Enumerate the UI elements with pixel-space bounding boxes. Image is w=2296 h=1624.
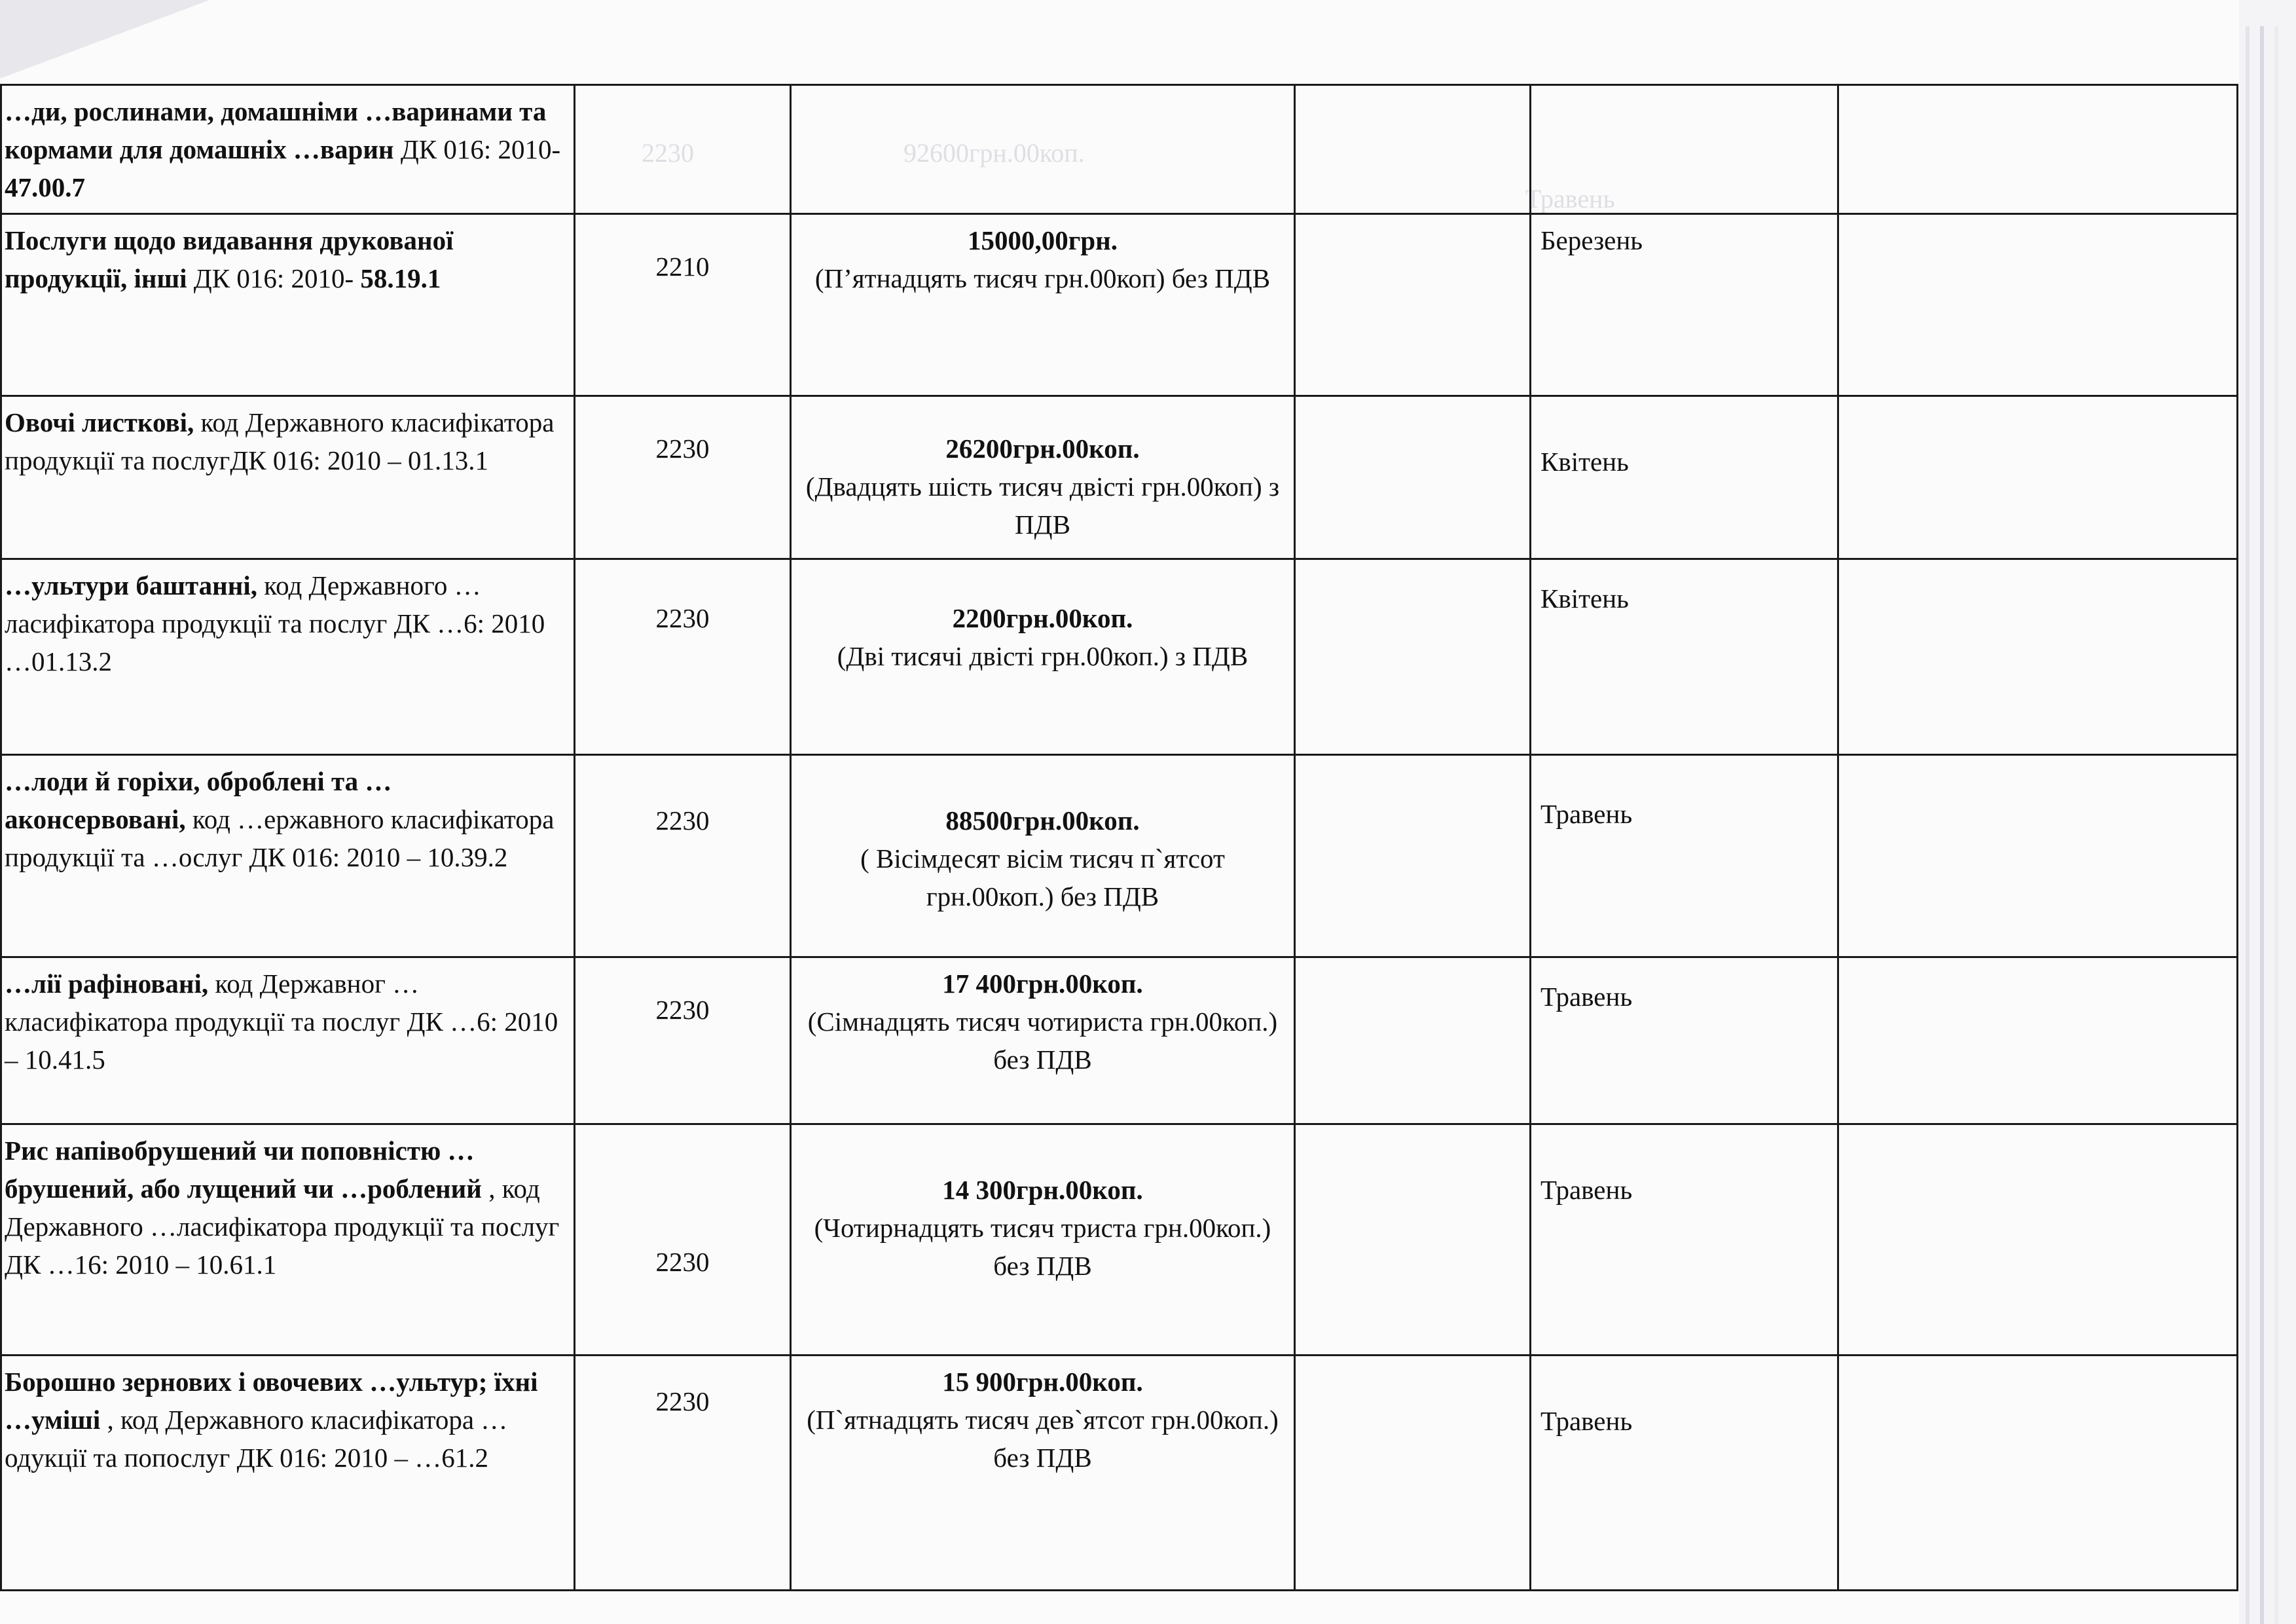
month-cell <box>1531 957 1838 1124</box>
sum-cell <box>791 85 1295 214</box>
sum-cell <box>791 1124 1295 1356</box>
sum-in-words: (Дві тисячі двісті грн.00коп.) з ПДВ <box>837 641 1248 671</box>
item-name-cell <box>1 957 575 1124</box>
procedure-cell <box>1295 755 1531 957</box>
table-row <box>1 957 2238 1124</box>
month-cell <box>1531 755 1838 957</box>
kekv-cell <box>575 755 791 957</box>
kekv-cell <box>575 957 791 1124</box>
note-cell <box>1838 1356 2238 1591</box>
table-row <box>1 396 2238 559</box>
item-classifier: код Державного …ласифікатора продукції та послуг ДК …6: 2010 …01.13.2 <box>5 570 545 676</box>
month-cell <box>1531 1356 1838 1591</box>
bleed-through-text: 92600грн.00коп. <box>903 138 1085 168</box>
sum-amount: 88500грн.00коп. <box>945 805 1140 836</box>
item-name: …ди, рослинами, домашніми …варинами та кормами для домашніх …варин <box>5 96 547 164</box>
procedure-cell <box>1295 1124 1531 1356</box>
table-row <box>1 1124 2238 1356</box>
item-name-cell <box>1 755 575 957</box>
sum-cell <box>791 396 1295 559</box>
item-name: …лії рафіновані, <box>5 969 209 999</box>
month-label: Травень <box>1540 799 1633 829</box>
page-edge <box>2260 26 2264 1624</box>
item-classifier: код Державного класифікатора продукції та послугДК 016: 2010 – 01.13.1 <box>5 407 555 475</box>
sum-cell <box>791 957 1295 1124</box>
item-classifier: , код Державного …ласифікатора продукції та послуг ДК …16: 2010 – 10.61.1 <box>5 1173 560 1280</box>
note-cell <box>1838 957 2238 1124</box>
item-classifier: ДК 016: 2010- <box>187 263 361 293</box>
kekv-cell <box>575 1124 791 1356</box>
month-label: Травень <box>1540 1175 1633 1205</box>
month-cell <box>1531 559 1838 755</box>
item-classifier: ДК 016: 2010- <box>393 134 561 164</box>
item-name: Послуги щодо видавання друкованої продукції, інші <box>5 225 454 293</box>
item-classifier: , код Державного класифікатора …одукції та попослуг ДК 016: 2010 – …61.2 <box>5 1405 508 1473</box>
item-classifier: код Державног …класифікатора продукції та послуг ДК …6: 2010 – 10.41.5 <box>5 969 558 1075</box>
table-row <box>1 214 2238 396</box>
procedure-cell <box>1295 214 1531 396</box>
note-cell <box>1838 85 2238 214</box>
month-label: Березень <box>1540 225 1643 255</box>
kekv-code: 2230 <box>655 1247 710 1277</box>
table-row <box>1 559 2238 755</box>
note-cell <box>1838 1124 2238 1356</box>
sum-amount: 26200грн.00коп. <box>945 434 1140 464</box>
item-name-cell <box>1 559 575 755</box>
item-name: Овочі листкові, <box>5 407 194 437</box>
kekv-code: 2230 <box>655 434 710 464</box>
month-cell <box>1531 1124 1838 1356</box>
sum-in-words: (Чотирнадцять тисяч триста грн.00коп.) без ПДВ <box>814 1213 1271 1281</box>
item-name: …ультури баштанні, <box>5 570 258 600</box>
note-cell <box>1838 396 2238 559</box>
procedure-cell <box>1295 559 1531 755</box>
sum-in-words: (П’ятнадцять тисяч грн.00коп) без ПДВ <box>814 263 1271 293</box>
sum-in-words: (Двадцять шість тисяч двісті грн.00коп) з ПДВ <box>805 471 1280 540</box>
item-name: …лоди й горіхи, оброблені та …аконсервовані, <box>5 766 392 834</box>
month-cell <box>1531 214 1838 396</box>
folded-corner <box>0 0 210 79</box>
kekv-cell <box>575 559 791 755</box>
kekv-cell <box>575 396 791 559</box>
bleed-through-text: 2230 <box>642 138 694 168</box>
item-classifier: код …ержавного класифікатора продукції та …ослуг ДК 016: 2010 – 10.39.2 <box>5 804 555 872</box>
sum-in-words: ( Вісімдесят вісім тисяч п`ятсот грн.00коп.) без ПДВ <box>860 843 1225 912</box>
month-label: Травень <box>1540 982 1633 1012</box>
table-row <box>1 85 2238 214</box>
kekv-code: 2230 <box>655 805 710 836</box>
item-code: 47.00.7 <box>5 172 85 202</box>
month-cell <box>1531 85 1838 214</box>
table-row <box>1 755 2238 957</box>
kekv-code: 2230 <box>655 603 710 633</box>
sum-cell <box>791 755 1295 957</box>
sum-in-words: (П`ятнадцять тисяч дев`ятсот грн.00коп.) без ПДВ <box>807 1405 1279 1473</box>
sum-amount: 15 900грн.00коп. <box>942 1367 1143 1397</box>
page-edge <box>2274 26 2278 1624</box>
month-label: Квітень <box>1540 583 1629 614</box>
item-name-cell <box>1 214 575 396</box>
procedure-cell <box>1295 1356 1531 1591</box>
kekv-code: 2230 <box>655 1386 710 1416</box>
procurement-plan-table <box>0 84 2238 1591</box>
kekv-cell <box>575 1356 791 1591</box>
table-row <box>1 1356 2238 1591</box>
month-label: Травень <box>1540 1406 1633 1436</box>
sum-cell <box>791 559 1295 755</box>
note-cell <box>1838 559 2238 755</box>
sum-amount: 14 300грн.00коп. <box>942 1175 1143 1205</box>
kekv-code: 2210 <box>655 251 710 282</box>
kekv-code <box>581 92 784 119</box>
item-name-cell <box>1 85 575 214</box>
note-cell <box>1838 755 2238 957</box>
kekv-cell <box>575 214 791 396</box>
kekv-cell <box>575 85 791 214</box>
sum-amount: 2200грн.00коп. <box>952 603 1133 633</box>
item-name: Борошно зернових і овочевих …ультур; їхні …уміші <box>5 1367 538 1435</box>
note-cell <box>1838 214 2238 396</box>
kekv-code: 2230 <box>655 995 710 1025</box>
item-name-cell <box>1 396 575 559</box>
procedure-cell <box>1295 85 1531 214</box>
sum-cell <box>791 214 1295 396</box>
month-label: Квітень <box>1540 447 1629 477</box>
page-edge <box>2246 26 2250 1624</box>
item-name: Рис напівобрушений чи поповністю …брушений, або лущений чи …роблений <box>5 1135 482 1204</box>
item-name-cell <box>1 1356 575 1591</box>
procedure-cell <box>1295 396 1531 559</box>
item-name-cell <box>1 1124 575 1356</box>
item-code: 58.19.1 <box>360 263 441 293</box>
sum-amount: 15000,00грн. <box>967 225 1118 255</box>
month-cell <box>1531 396 1838 559</box>
sum-amount: 17 400грн.00коп. <box>942 969 1143 999</box>
procedure-cell <box>1295 957 1531 1124</box>
sum-cell <box>791 1356 1295 1591</box>
bleed-through-text: Травень <box>1525 184 1615 213</box>
sum-in-words: (Сімнадцять тисяч чотириста грн.00коп.) без ПДВ <box>807 1006 1278 1075</box>
